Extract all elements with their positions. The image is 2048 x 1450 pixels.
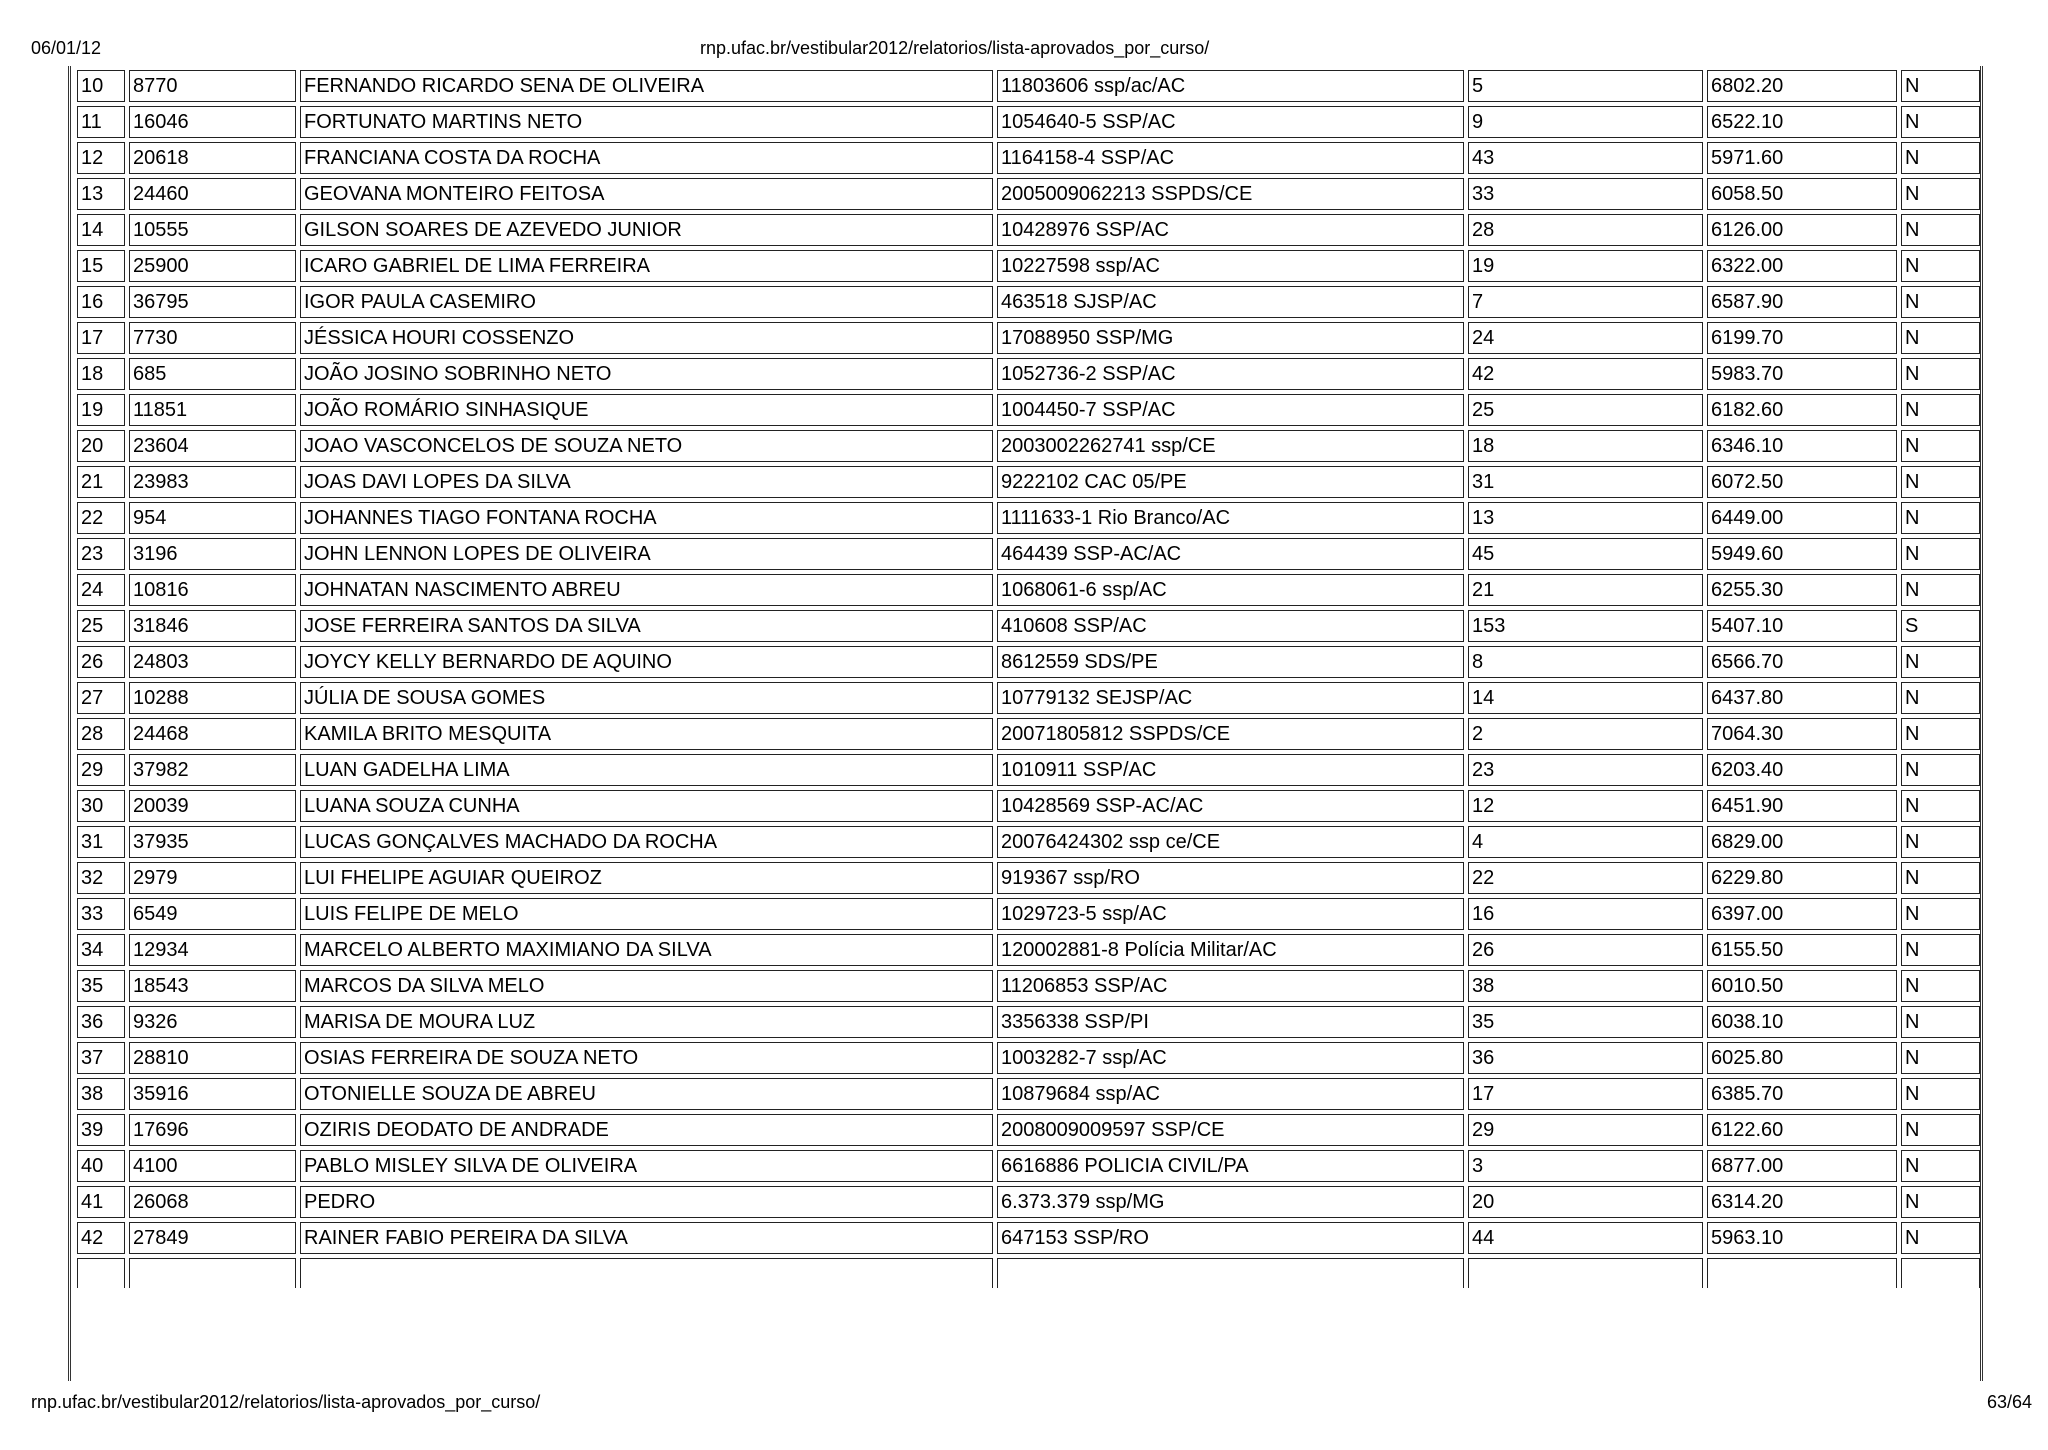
rank-cell: 2 (1468, 718, 1703, 750)
name-cell: JOÃO ROMÁRIO SINHASIQUE (300, 394, 993, 426)
score-cell: 6385.70 (1707, 1078, 1897, 1110)
table-row (77, 1006, 1980, 1038)
id-document-cell: 20071805812 SSPDS/CE (997, 718, 1464, 750)
score-cell: 7064.30 (1707, 718, 1897, 750)
rank-cell: 4 (1468, 826, 1703, 858)
flag-cell: N (1901, 574, 1980, 606)
id-document-cell: 1010911 SSP/AC (997, 754, 1464, 786)
id-document-cell: 1052736-2 SSP/AC (997, 358, 1464, 390)
flag-cell: N (1901, 394, 1980, 426)
name-cell: OTONIELLE SOUZA DE ABREU (300, 1078, 993, 1110)
id-document-cell: 6.373.379 ssp/MG (997, 1186, 1464, 1218)
name-cell: JOHNATAN NASCIMENTO ABREU (300, 574, 993, 606)
registration-cell (129, 1258, 296, 1288)
row-number-cell: 14 (77, 214, 125, 246)
table-row (77, 106, 1980, 138)
table-row (77, 1222, 1980, 1254)
id-document-cell: 2003002262741 ssp/CE (997, 430, 1464, 462)
flag-cell: N (1901, 826, 1980, 858)
flag-cell: N (1901, 322, 1980, 354)
registration-cell: 6549 (129, 898, 296, 930)
score-cell: 5971.60 (1707, 142, 1897, 174)
row-number-cell (77, 1258, 125, 1288)
row-number-cell: 15 (77, 250, 125, 282)
score-cell: 5407.10 (1707, 610, 1897, 642)
name-cell: JOAS DAVI LOPES DA SILVA (300, 466, 993, 498)
score-cell: 6397.00 (1707, 898, 1897, 930)
flag-cell: N (1901, 1222, 1980, 1254)
score-cell: 6199.70 (1707, 322, 1897, 354)
rank-cell: 26 (1468, 934, 1703, 966)
registration-cell: 10555 (129, 214, 296, 246)
flag-cell: N (1901, 898, 1980, 930)
table-body (77, 70, 1980, 1288)
row-number-cell: 39 (77, 1114, 125, 1146)
rank-cell: 43 (1468, 142, 1703, 174)
row-number-cell: 40 (77, 1150, 125, 1182)
registration-cell: 25900 (129, 250, 296, 282)
name-cell: LUANA SOUZA CUNHA (300, 790, 993, 822)
id-document-cell: 10428569 SSP-AC/AC (997, 790, 1464, 822)
rank-cell: 33 (1468, 178, 1703, 210)
id-document-cell: 11206853 SSP/AC (997, 970, 1464, 1002)
id-document-cell: 1054640-5 SSP/AC (997, 106, 1464, 138)
flag-cell (1901, 1258, 1980, 1288)
registration-cell: 23983 (129, 466, 296, 498)
flag-cell: N (1901, 250, 1980, 282)
score-cell (1707, 1258, 1897, 1288)
rank-cell: 42 (1468, 358, 1703, 390)
rank-cell: 36 (1468, 1042, 1703, 1074)
id-document-cell: 1029723-5 ssp/AC (997, 898, 1464, 930)
table-row (77, 1078, 1980, 1110)
score-cell: 6451.90 (1707, 790, 1897, 822)
row-number-cell: 31 (77, 826, 125, 858)
row-number-cell: 25 (77, 610, 125, 642)
flag-cell: N (1901, 502, 1980, 534)
registration-cell: 26068 (129, 1186, 296, 1218)
row-number-cell: 11 (77, 106, 125, 138)
registration-cell: 20618 (129, 142, 296, 174)
id-document-cell: 20076424302 ssp ce/CE (997, 826, 1464, 858)
id-document-cell: 2005009062213 SSPDS/CE (997, 178, 1464, 210)
row-number-cell: 41 (77, 1186, 125, 1218)
score-cell: 6025.80 (1707, 1042, 1897, 1074)
id-document-cell: 647153 SSP/RO (997, 1222, 1464, 1254)
rank-cell: 153 (1468, 610, 1703, 642)
rank-cell: 9 (1468, 106, 1703, 138)
score-cell: 6322.00 (1707, 250, 1897, 282)
page-footer-url: rnp.ufac.br/vestibular2012/relatorios/lista-aprovados_por_curso/ (31, 1392, 541, 1412)
table-row (77, 286, 1980, 318)
registration-cell: 10288 (129, 682, 296, 714)
name-cell: JOHN LENNON LOPES DE OLIVEIRA (300, 538, 993, 570)
name-cell: FERNANDO RICARDO SENA DE OLIVEIRA (300, 70, 993, 102)
table-row (77, 358, 1980, 390)
name-cell: JOÃO JOSINO SOBRINHO NETO (300, 358, 993, 390)
name-cell: LUIS FELIPE DE MELO (300, 898, 993, 930)
name-cell: FRANCIANA COSTA DA ROCHA (300, 142, 993, 174)
rank-cell: 13 (1468, 502, 1703, 534)
score-cell: 6126.00 (1707, 214, 1897, 246)
registration-cell: 24460 (129, 178, 296, 210)
id-document-cell: 3356338 SSP/PI (997, 1006, 1464, 1038)
table-row (77, 1042, 1980, 1074)
registration-cell: 4100 (129, 1150, 296, 1182)
rank-cell: 19 (1468, 250, 1703, 282)
flag-cell: N (1901, 1114, 1980, 1146)
table-row (77, 898, 1980, 930)
row-number-cell: 19 (77, 394, 125, 426)
score-cell: 6229.80 (1707, 862, 1897, 894)
registration-cell: 20039 (129, 790, 296, 822)
name-cell: JOSE FERREIRA SANTOS DA SILVA (300, 610, 993, 642)
name-cell: OSIAS FERREIRA DE SOUZA NETO (300, 1042, 993, 1074)
table-row (77, 1114, 1980, 1146)
score-cell: 6122.60 (1707, 1114, 1897, 1146)
row-number-cell: 34 (77, 934, 125, 966)
id-document-cell: 1111633-1 Rio Branco/AC (997, 502, 1464, 534)
flag-cell: S (1901, 610, 1980, 642)
rank-cell: 44 (1468, 1222, 1703, 1254)
rank-cell: 14 (1468, 682, 1703, 714)
rank-cell: 25 (1468, 394, 1703, 426)
name-cell: KAMILA BRITO MESQUITA (300, 718, 993, 750)
score-cell: 6203.40 (1707, 754, 1897, 786)
table-row (77, 718, 1980, 750)
id-document-cell: 120002881-8 Polícia Militar/AC (997, 934, 1464, 966)
row-number-cell: 28 (77, 718, 125, 750)
id-document-cell: 17088950 SSP/MG (997, 322, 1464, 354)
row-number-cell: 33 (77, 898, 125, 930)
registration-cell: 2979 (129, 862, 296, 894)
score-cell: 6522.10 (1707, 106, 1897, 138)
rank-cell: 35 (1468, 1006, 1703, 1038)
score-cell: 6566.70 (1707, 646, 1897, 678)
flag-cell: N (1901, 934, 1980, 966)
rank-cell: 17 (1468, 1078, 1703, 1110)
score-cell: 6437.80 (1707, 682, 1897, 714)
name-cell: JOYCY KELLY BERNARDO DE AQUINO (300, 646, 993, 678)
score-cell: 6587.90 (1707, 286, 1897, 318)
registration-cell: 23604 (129, 430, 296, 462)
table-row (77, 1150, 1980, 1182)
registration-cell: 10816 (129, 574, 296, 606)
row-number-cell: 27 (77, 682, 125, 714)
rank-cell: 5 (1468, 70, 1703, 102)
score-cell: 5983.70 (1707, 358, 1897, 390)
rank-cell: 28 (1468, 214, 1703, 246)
rank-cell: 45 (1468, 538, 1703, 570)
name-cell: LUAN GADELHA LIMA (300, 754, 993, 786)
rank-cell: 7 (1468, 286, 1703, 318)
table-row (77, 178, 1980, 210)
rank-cell: 16 (1468, 898, 1703, 930)
row-number-cell: 17 (77, 322, 125, 354)
flag-cell: N (1901, 1006, 1980, 1038)
flag-cell: N (1901, 1078, 1980, 1110)
row-number-cell: 35 (77, 970, 125, 1002)
registration-cell: 17696 (129, 1114, 296, 1146)
row-number-cell: 37 (77, 1042, 125, 1074)
name-cell: JÚLIA DE SOUSA GOMES (300, 682, 993, 714)
table-row (77, 646, 1980, 678)
rank-cell: 20 (1468, 1186, 1703, 1218)
flag-cell: N (1901, 682, 1980, 714)
registration-cell: 12934 (129, 934, 296, 966)
row-number-cell: 16 (77, 286, 125, 318)
score-cell: 6155.50 (1707, 934, 1897, 966)
rank-cell: 38 (1468, 970, 1703, 1002)
registration-cell: 685 (129, 358, 296, 390)
rank-cell: 21 (1468, 574, 1703, 606)
name-cell: PABLO MISLEY SILVA DE OLIVEIRA (300, 1150, 993, 1182)
flag-cell: N (1901, 286, 1980, 318)
flag-cell: N (1901, 538, 1980, 570)
table-row (77, 862, 1980, 894)
table-row (77, 502, 1980, 534)
table-row (77, 754, 1980, 786)
flag-cell: N (1901, 358, 1980, 390)
table-row (77, 682, 1980, 714)
table-row-empty (77, 1258, 1980, 1288)
id-document-cell: 10428976 SSP/AC (997, 214, 1464, 246)
flag-cell: N (1901, 754, 1980, 786)
name-cell: MARCELO ALBERTO MAXIMIANO DA SILVA (300, 934, 993, 966)
name-cell: LUI FHELIPE AGUIAR QUEIROZ (300, 862, 993, 894)
id-document-cell: 10779132 SEJSP/AC (997, 682, 1464, 714)
score-cell: 6038.10 (1707, 1006, 1897, 1038)
table-row (77, 142, 1980, 174)
table-row (77, 466, 1980, 498)
row-number-cell: 13 (77, 178, 125, 210)
row-number-cell: 10 (77, 70, 125, 102)
rank-cell: 18 (1468, 430, 1703, 462)
id-document-cell: 464439 SSP-AC/AC (997, 538, 1464, 570)
table-row (77, 322, 1980, 354)
name-cell: PEDRO (300, 1186, 993, 1218)
registration-cell: 3196 (129, 538, 296, 570)
table-row (77, 610, 1980, 642)
registration-cell: 954 (129, 502, 296, 534)
print-date: 06/01/12 (31, 38, 102, 58)
row-number-cell: 18 (77, 358, 125, 390)
id-document-cell: 1068061-6 ssp/AC (997, 574, 1464, 606)
row-number-cell: 36 (77, 1006, 125, 1038)
table-row (77, 214, 1980, 246)
score-cell: 6829.00 (1707, 826, 1897, 858)
registration-cell: 37935 (129, 826, 296, 858)
name-cell: GEOVANA MONTEIRO FEITOSA (300, 178, 993, 210)
table-row (77, 934, 1980, 966)
registration-cell: 11851 (129, 394, 296, 426)
table-row (77, 70, 1980, 102)
table-row (77, 1186, 1980, 1218)
id-document-cell: 1004450-7 SSP/AC (997, 394, 1464, 426)
registration-cell: 9326 (129, 1006, 296, 1038)
rank-cell: 22 (1468, 862, 1703, 894)
id-document-cell: 2008009009597 SSP/CE (997, 1114, 1464, 1146)
score-cell: 5963.10 (1707, 1222, 1897, 1254)
table-row (77, 826, 1980, 858)
rank-cell: 12 (1468, 790, 1703, 822)
rank-cell: 23 (1468, 754, 1703, 786)
score-cell: 5949.60 (1707, 538, 1897, 570)
score-cell: 6314.20 (1707, 1186, 1897, 1218)
flag-cell: N (1901, 106, 1980, 138)
row-number-cell: 42 (77, 1222, 125, 1254)
id-document-cell (997, 1258, 1464, 1288)
flag-cell: N (1901, 466, 1980, 498)
table-row (77, 394, 1980, 426)
id-document-cell: 6616886 POLICIA CIVIL/PA (997, 1150, 1464, 1182)
score-cell: 6255.30 (1707, 574, 1897, 606)
table-row (77, 538, 1980, 570)
flag-cell: N (1901, 430, 1980, 462)
flag-cell: N (1901, 718, 1980, 750)
score-cell: 6802.20 (1707, 70, 1897, 102)
row-number-cell: 26 (77, 646, 125, 678)
row-number-cell: 32 (77, 862, 125, 894)
id-document-cell: 10879684 ssp/AC (997, 1078, 1464, 1110)
registration-cell: 16046 (129, 106, 296, 138)
registration-cell: 8770 (129, 70, 296, 102)
name-cell: LUCAS GONÇALVES MACHADO DA ROCHA (300, 826, 993, 858)
row-number-cell: 20 (77, 430, 125, 462)
registration-cell: 7730 (129, 322, 296, 354)
score-cell: 6449.00 (1707, 502, 1897, 534)
rank-cell: 8 (1468, 646, 1703, 678)
row-number-cell: 29 (77, 754, 125, 786)
registration-cell: 31846 (129, 610, 296, 642)
id-document-cell: 1164158-4 SSP/AC (997, 142, 1464, 174)
name-cell: MARCOS DA SILVA MELO (300, 970, 993, 1002)
row-number-cell: 22 (77, 502, 125, 534)
flag-cell: N (1901, 646, 1980, 678)
name-cell: JOHANNES TIAGO FONTANA ROCHA (300, 502, 993, 534)
row-number-cell: 30 (77, 790, 125, 822)
flag-cell: N (1901, 178, 1980, 210)
id-document-cell: 463518 SJSP/AC (997, 286, 1464, 318)
name-cell: ICARO GABRIEL DE LIMA FERREIRA (300, 250, 993, 282)
id-document-cell: 8612559 SDS/PE (997, 646, 1464, 678)
registration-cell: 27849 (129, 1222, 296, 1254)
approved-candidates-table (73, 66, 1984, 1292)
registration-cell: 18543 (129, 970, 296, 1002)
flag-cell: N (1901, 1150, 1980, 1182)
score-cell: 6072.50 (1707, 466, 1897, 498)
flag-cell: N (1901, 790, 1980, 822)
name-cell: JÉSSICA HOURI COSSENZO (300, 322, 993, 354)
row-number-cell: 24 (77, 574, 125, 606)
rank-cell: 3 (1468, 1150, 1703, 1182)
name-cell (300, 1258, 993, 1288)
registration-cell: 24468 (129, 718, 296, 750)
id-document-cell: 1003282-7 ssp/AC (997, 1042, 1464, 1074)
name-cell: OZIRIS DEODATO DE ANDRADE (300, 1114, 993, 1146)
row-number-cell: 21 (77, 466, 125, 498)
flag-cell: N (1901, 970, 1980, 1002)
score-cell: 6346.10 (1707, 430, 1897, 462)
page-number: 63/64 (1986, 1392, 2032, 1412)
table-row (77, 250, 1980, 282)
flag-cell: N (1901, 70, 1980, 102)
name-cell: GILSON SOARES DE AZEVEDO JUNIOR (300, 214, 993, 246)
id-document-cell: 11803606 ssp/ac/AC (997, 70, 1464, 102)
flag-cell: N (1901, 142, 1980, 174)
row-number-cell: 12 (77, 142, 125, 174)
name-cell: FORTUNATO MARTINS NETO (300, 106, 993, 138)
rank-cell: 29 (1468, 1114, 1703, 1146)
rank-cell: 31 (1468, 466, 1703, 498)
score-cell: 6010.50 (1707, 970, 1897, 1002)
name-cell: IGOR PAULA CASEMIRO (300, 286, 993, 318)
registration-cell: 37982 (129, 754, 296, 786)
name-cell: RAINER FABIO PEREIRA DA SILVA (300, 1222, 993, 1254)
score-cell: 6182.60 (1707, 394, 1897, 426)
page-header-url: rnp.ufac.br/vestibular2012/relatorios/lista-aprovados_por_curso/ (700, 38, 1210, 58)
rank-cell: 24 (1468, 322, 1703, 354)
row-number-cell: 38 (77, 1078, 125, 1110)
name-cell: JOAO VASCONCELOS DE SOUZA NETO (300, 430, 993, 462)
registration-cell: 24803 (129, 646, 296, 678)
registration-cell: 28810 (129, 1042, 296, 1074)
id-document-cell: 410608 SSP/AC (997, 610, 1464, 642)
flag-cell: N (1901, 862, 1980, 894)
id-document-cell: 9222102 CAC 05/PE (997, 466, 1464, 498)
registration-cell: 35916 (129, 1078, 296, 1110)
table-row (77, 430, 1980, 462)
name-cell: MARISA DE MOURA LUZ (300, 1006, 993, 1038)
rank-cell (1468, 1258, 1703, 1288)
id-document-cell: 10227598 ssp/AC (997, 250, 1464, 282)
score-cell: 6877.00 (1707, 1150, 1897, 1182)
table-row (77, 790, 1980, 822)
score-cell: 6058.50 (1707, 178, 1897, 210)
row-number-cell: 23 (77, 538, 125, 570)
table-row (77, 574, 1980, 606)
flag-cell: N (1901, 1186, 1980, 1218)
registration-cell: 36795 (129, 286, 296, 318)
table-row (77, 970, 1980, 1002)
flag-cell: N (1901, 1042, 1980, 1074)
id-document-cell: 919367 ssp/RO (997, 862, 1464, 894)
flag-cell: N (1901, 214, 1980, 246)
